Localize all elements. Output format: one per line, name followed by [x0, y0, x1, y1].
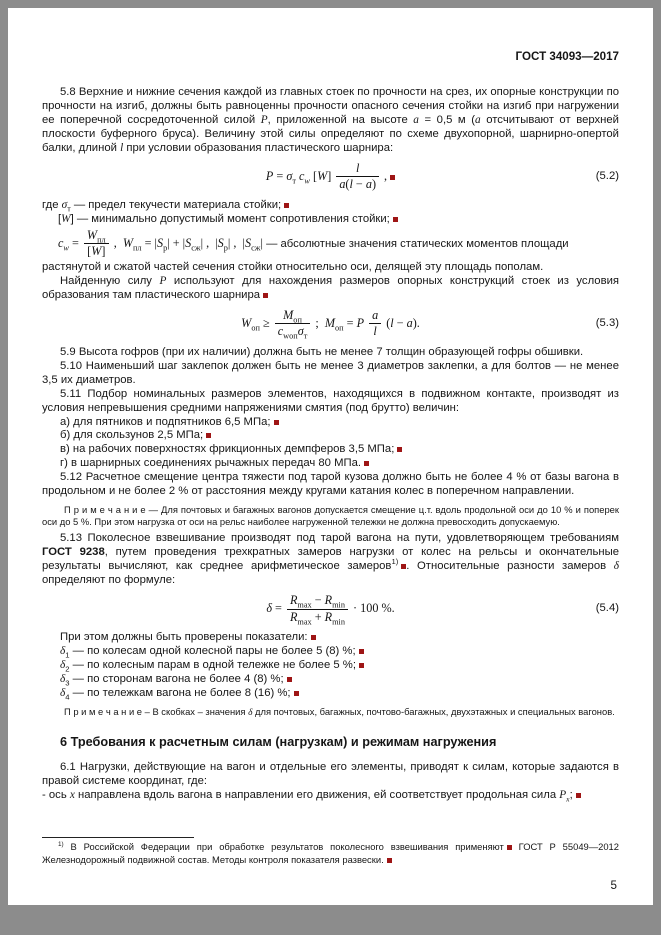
para-5-12: 5.12 Расчетное смещение центра тяжести под тарой кузова должно быть не более 4 % от базы вагона в продольном и не более 2 % от расстояния между кругами катания колес в поперечном направлении. — [42, 471, 619, 497]
para-found-force: Найденную силу P используют для нахождения размеров опорных конструкций стоек из условия образования там пластического шарнира — [42, 275, 619, 301]
document-body — [42, 86, 619, 803]
where-line-w: [W] — минимально допустимый момент сопротивления стойки; — [42, 213, 619, 227]
fraction — [84, 229, 109, 259]
list-item-g: г) в шарнирных соединениях рычажных передач 80 МПа. — [42, 457, 619, 471]
formula-part: , — [381, 169, 395, 183]
formula-part: $W_{оп}$ ≥ — [241, 315, 273, 333]
fraction-numerator: $M_{оп}$ — [275, 309, 311, 325]
fraction-denominator: a(l − a) — [339, 177, 376, 192]
delta-item-4: $\delta_4$ — по тележкам вагона не более 8 (16) %; — [42, 687, 619, 701]
formula-part: , $W_{пл} = |S_р| + |S_{сж}|$ , $|S_р|$ , $|S_{сж}|$ — [110, 235, 263, 253]
fraction-numerator: $R_{max} - R_{min}$ — [287, 594, 348, 610]
formula-part: $c_w$ = — [58, 235, 82, 253]
para-5-10: 5.10 Наименьший шаг заклепок должен быть не менее 3 диаметров заклепки, а для болтов — не менее 3,5 их диаметров. — [42, 359, 619, 386]
page-number: 5 — [610, 878, 617, 892]
delta-item-1: $\delta_1$ — по колесам одной колесной пары не более 5 (8) %; — [42, 645, 619, 659]
fraction-numerator: l — [336, 162, 379, 178]
para-5-9: 5.9 Высота гофров (при их наличии) должна быть не менее 7 толщин образующей гофры обшивки. — [60, 346, 584, 359]
para-5-11: 5.11 Подбор номинальных размеров элементов, находящихся в подвижном контакте, производят из условия непревышения средними напряжениями смятия (под брутто) величин: — [42, 387, 619, 414]
formula-part: δ = — [266, 600, 285, 615]
document-page — [8, 8, 653, 905]
footnote — [42, 837, 619, 865]
note-5-13: П р и м е ч а н и е – В скобках – значения δ для почтовых, багажных, почтово-багажных, двухэтажных и специальных вагонов. — [64, 705, 615, 718]
list-item-b: б) для скользунов 2,5 МПа; — [42, 429, 619, 443]
delta-item-3: $\delta_3$ — по сторонам вагона не более 4 (8) %; — [42, 673, 619, 687]
formula-body — [241, 307, 420, 341]
fraction — [369, 309, 381, 339]
formula-5-3 — [42, 309, 619, 339]
where-line-continuation: растянутой и сжатой частей сечения стойки относительно оси, делящей эту площадь пополам. — [42, 261, 544, 274]
delta-item-2: $\delta_2$ — по колесным парам в одной тележке не более 5 %; — [42, 659, 619, 673]
fraction-denominator: $c_{wоп}\sigma_т$ — [277, 324, 308, 341]
formula-part: ; $M_{оп} = P$ — [312, 315, 365, 333]
fraction-denominator: $R_{max} + R_{min}$ — [289, 609, 345, 627]
formula-body — [58, 227, 263, 259]
para-6-1: 6.1 Нагрузки, действующие на вагон и отдельные его элементы, приводят к силам, которые задаются в правой системе координат, где: — [42, 761, 619, 787]
where-line-cw — [42, 229, 619, 259]
list-item-a: а) для пятников и подпятников 6,5 МПа; — [42, 416, 619, 430]
where-text: — абсолютные значения статических моментов площади — [262, 237, 569, 250]
fraction-denominator: l — [373, 324, 377, 339]
where-line-sigma: где $\sigma_т$ — предел текучести материала стойки; — [42, 199, 619, 213]
para-5-13: 5.13 Поколесное взвешивание производят под тарой вагона на пути, удовлетворяющем требованиям ГОСТ 9238, путем проведения трехкратных замеров нагрузки от колес на рельсы и окончательные результаты вычисляют, как среднее арифметическое замеров$^{1)}$ . Относительные разности замеров δ определяют по формуле: — [42, 532, 620, 587]
fraction-numerator: $W_{пл}$ — [84, 229, 109, 245]
note-5-12: П р и м е ч а н и е — Для почтовых и багажных вагонов допускается смещение ц.т. вдоль продольной оси до 10 % и поперек оси до 5 %. При этом нагрузка от оси на рельс наиболее нагруженной тележки не должна превосходить допускаемую. — [42, 503, 619, 527]
fraction — [275, 309, 311, 339]
formula-number: (5.4) — [595, 602, 619, 615]
formula-part: (l − a). — [383, 315, 420, 330]
fraction — [287, 592, 348, 627]
formula-body — [266, 592, 395, 627]
list-item-v: в) на рабочих поверхностях фрикционных демпферов 3,5 МПа; — [42, 443, 619, 457]
formula-part: $P = \sigma_т$ $c_w$ [W] — [265, 168, 335, 186]
para-5-8: 5.8 Верхние и нижние сечения каждой из главных стоек по прочности на срез, их опорные конструкции по прочности на изгиб, должны быть равноценны прочности опасного сечения стойки на изгиб при нагружении ее поперечной сосредоточенной силой P, приложенной на высоте a = 0,5 м (a отсчитывают от верхней плоскости буферного бруса). Величину этой силы определяют по схеме двухопорной, шарнирно-опертой балки, длиной l при условии образования пластического шарнира: — [42, 86, 619, 154]
footnote-rule — [42, 837, 194, 838]
fraction-numerator: a — [369, 309, 381, 325]
formula-number: (5.3) — [595, 316, 619, 329]
formula-5-2 — [42, 162, 619, 192]
formula-number: (5.2) — [595, 169, 619, 182]
doc-code-header: ГОСТ 34093—2017 — [515, 50, 619, 63]
fraction-denominator: [W] — [87, 244, 106, 259]
section-6-heading: 6 Требования к расчетным силам (нагрузкам) и режимам нагружения — [60, 735, 497, 750]
fraction — [336, 162, 379, 192]
para-check-indicators: При этом должны быть проверены показатели: — [42, 631, 619, 645]
footnote-text: $^{1)}$ В Российской Федерации при обработке результатов поколесного взвешивания применяют ГОСТ Р 55049—2012 Железнодорожный подвижной состав. Методы контроля показателя развески. — [42, 841, 619, 865]
formula-5-4 — [42, 592, 619, 627]
para-6-1-axis-x: - ось x направлена вдоль вагона в направлении его движения, ей соответствует продольная сила $P_x$; — [42, 789, 619, 803]
formula-body — [265, 160, 395, 192]
formula-part: · 100 %. — [349, 600, 395, 615]
